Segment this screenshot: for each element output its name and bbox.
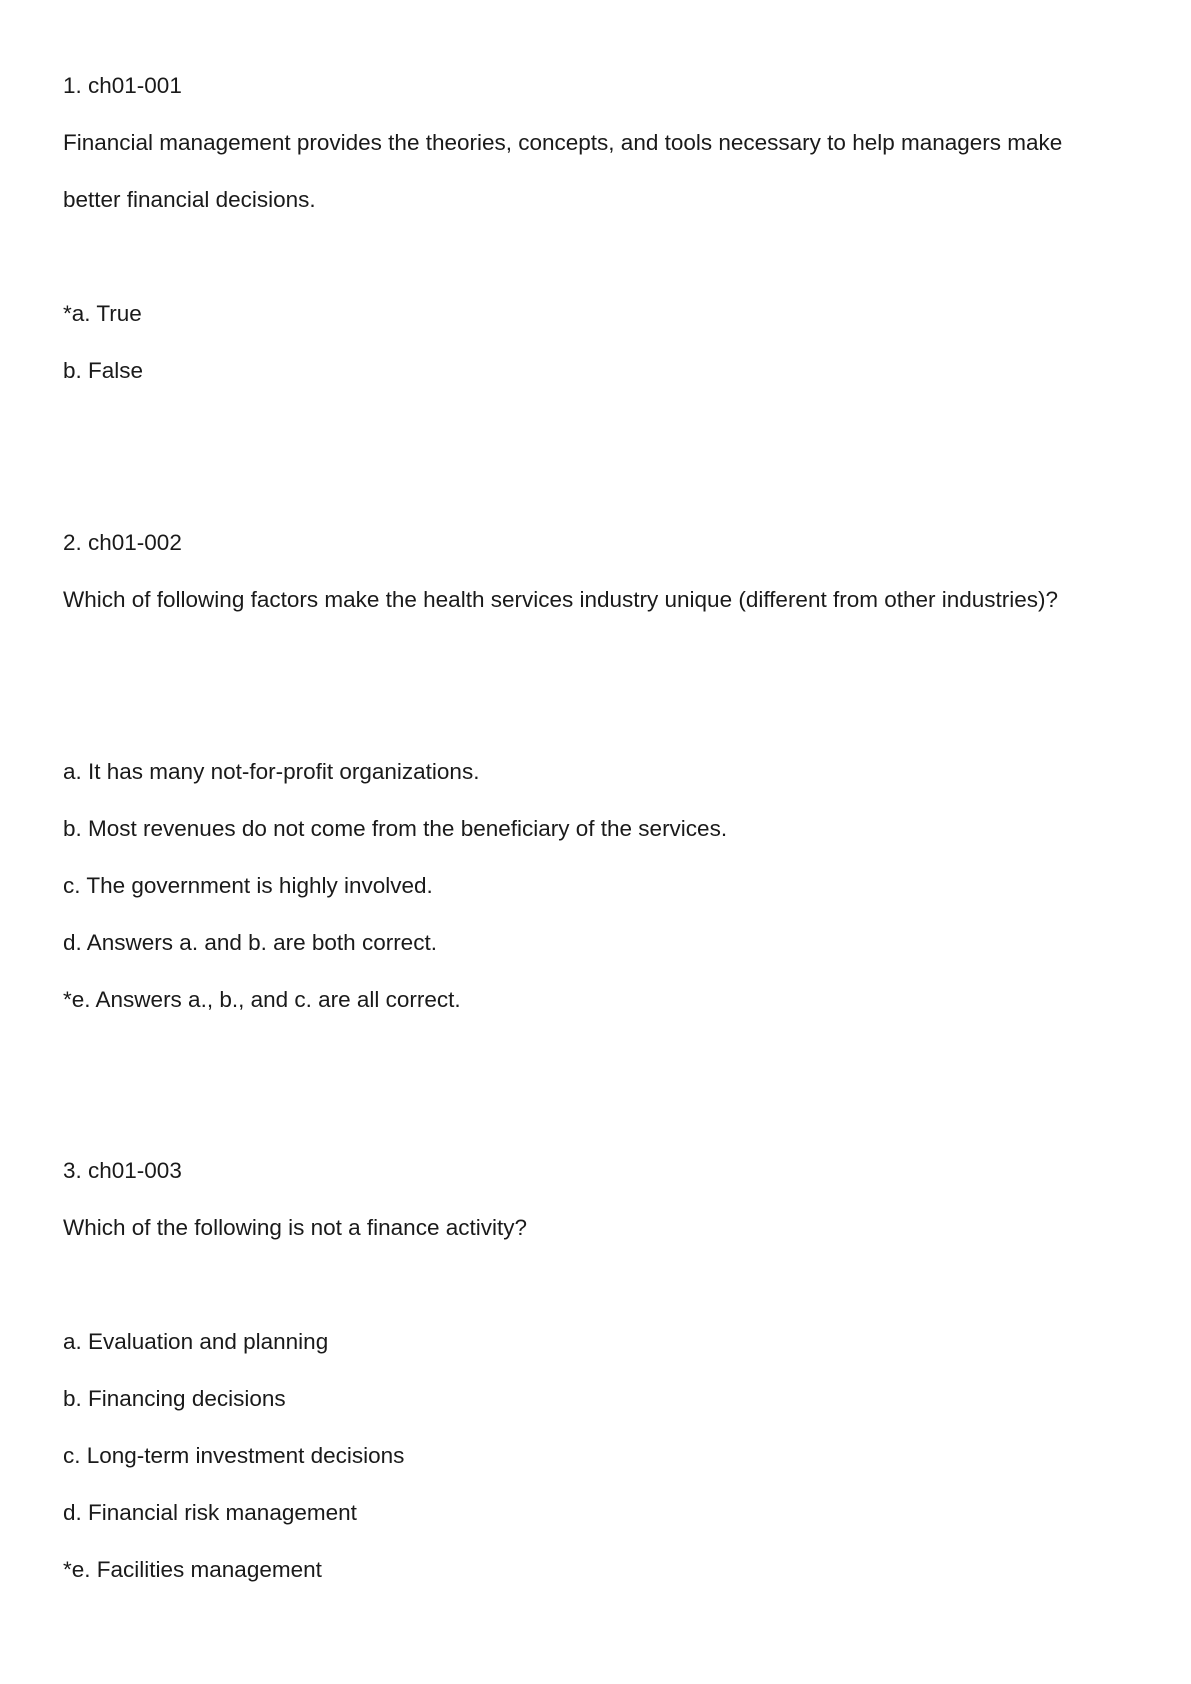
question-stem-line: Which of following factors make the health services industry unique (different from other industries)? bbox=[63, 587, 1059, 612]
answer-option: a. Evaluation and planning bbox=[63, 1329, 329, 1354]
answer-option: b. Most revenues do not come from the beneficiary of the services. bbox=[63, 816, 728, 841]
answer-option: b. False bbox=[63, 358, 144, 383]
question-stem-line: Financial management provides the theories, concepts, and tools necessary to help managers make bbox=[63, 130, 1063, 155]
answer-option: a. It has many not-for-profit organizations. bbox=[63, 759, 480, 784]
answer-option: *a. True bbox=[63, 301, 142, 326]
question-stem-line: Which of the following is not a finance activity? bbox=[63, 1215, 527, 1240]
question-stem-line: better financial decisions. bbox=[63, 187, 316, 212]
answer-option: *e. Facilities management bbox=[63, 1557, 322, 1582]
question-number: 1. ch01-001 bbox=[63, 73, 182, 98]
answer-option: c. The government is highly involved. bbox=[63, 873, 433, 898]
question-number: 2. ch01-002 bbox=[63, 530, 182, 555]
answer-option: d. Answers a. and b. are both correct. bbox=[63, 930, 437, 955]
answer-option: b. Financing decisions bbox=[63, 1386, 286, 1411]
answer-option: c. Long-term investment decisions bbox=[63, 1443, 405, 1468]
question-number: 3. ch01-003 bbox=[63, 1158, 182, 1183]
answer-option: *e. Answers a., b., and c. are all correct. bbox=[63, 987, 461, 1012]
answer-option: d. Financial risk management bbox=[63, 1500, 357, 1525]
